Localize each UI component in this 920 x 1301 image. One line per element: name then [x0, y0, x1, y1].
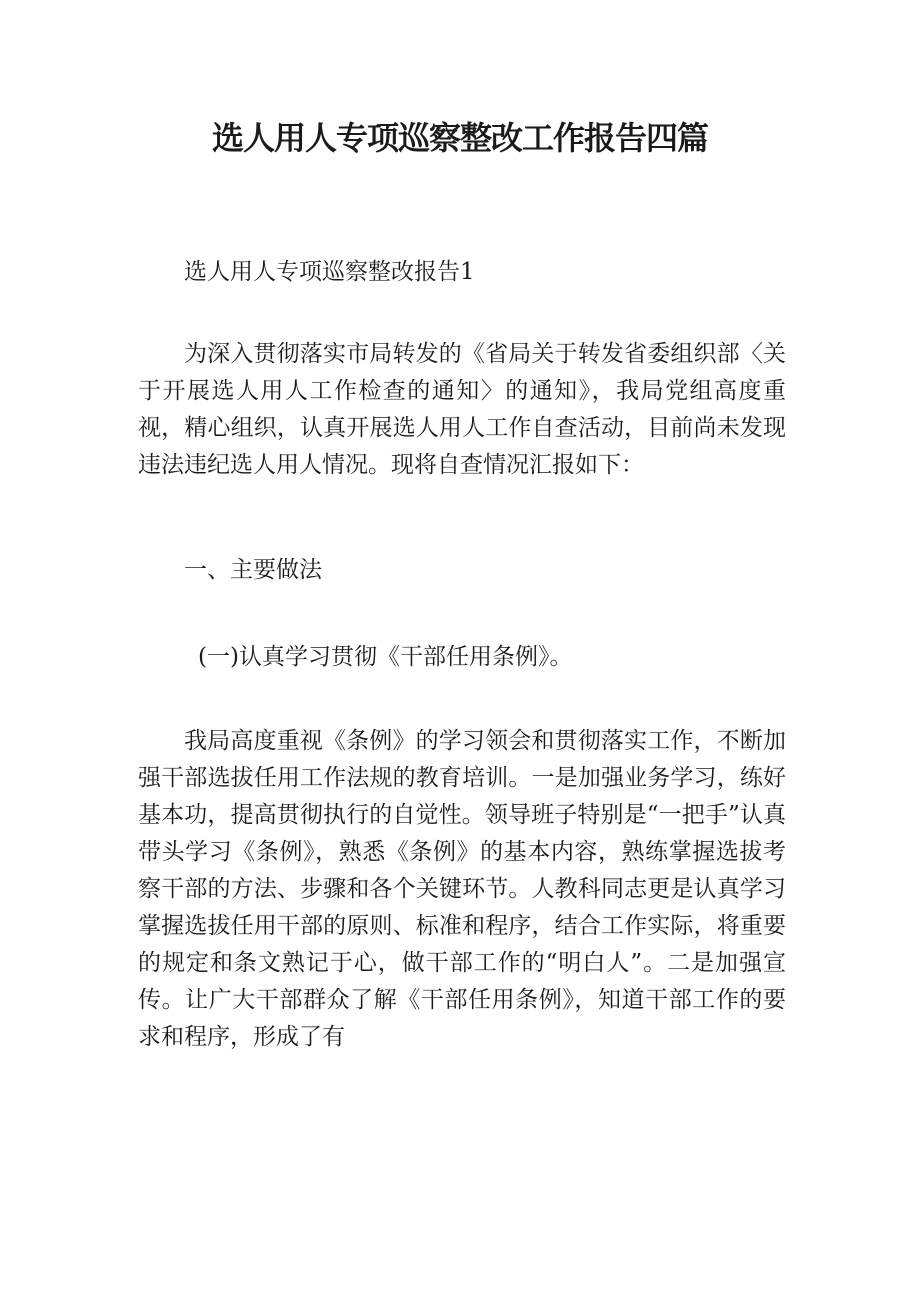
- section-heading: 一、主要做法: [184, 557, 322, 583]
- subsection-heading: (一)认真学习贯彻《干部任用条例》。: [198, 644, 573, 670]
- report-subtitle: 选人用人专项巡察整改报告1: [184, 259, 475, 285]
- intro-paragraph: 为深入贯彻落实市局转发的《省局关于转发省委组织部〈关于开展选人用人工作检查的通知〉的通知》，我局党组高度重视，精心组织，认真开展选人用人工作自查活动，目前尚未发现违法违纪选人用人情况。现将自查情况汇报如下：: [138, 341, 786, 478]
- document-title: 选人用人专项巡察整改工作报告四篇: [211, 119, 708, 157]
- body-paragraph: 我局高度重视《条例》的学习领会和贯彻落实工作，不断加强干部选拔任用工作法规的教育培训。一是加强业务学习，练好基本功，提高贯彻执行的自觉性。领导班子特别是“一把手”认真带头学习《条例》，熟悉《条例》的基本内容，熟练掌握选拔考察干部的方法、步骤和各个关键环节。人教科同志更是认真学习掌握选拔任用干部的原则、标准和程序，结合工作实际，将重要的规定和条文熟记于心，做干部工作的“明白人”。二是加强宣传。让广大干部群众了解《干部任用条例》，知道干部工作的要求和程序，形成了有: [138, 728, 786, 1050]
